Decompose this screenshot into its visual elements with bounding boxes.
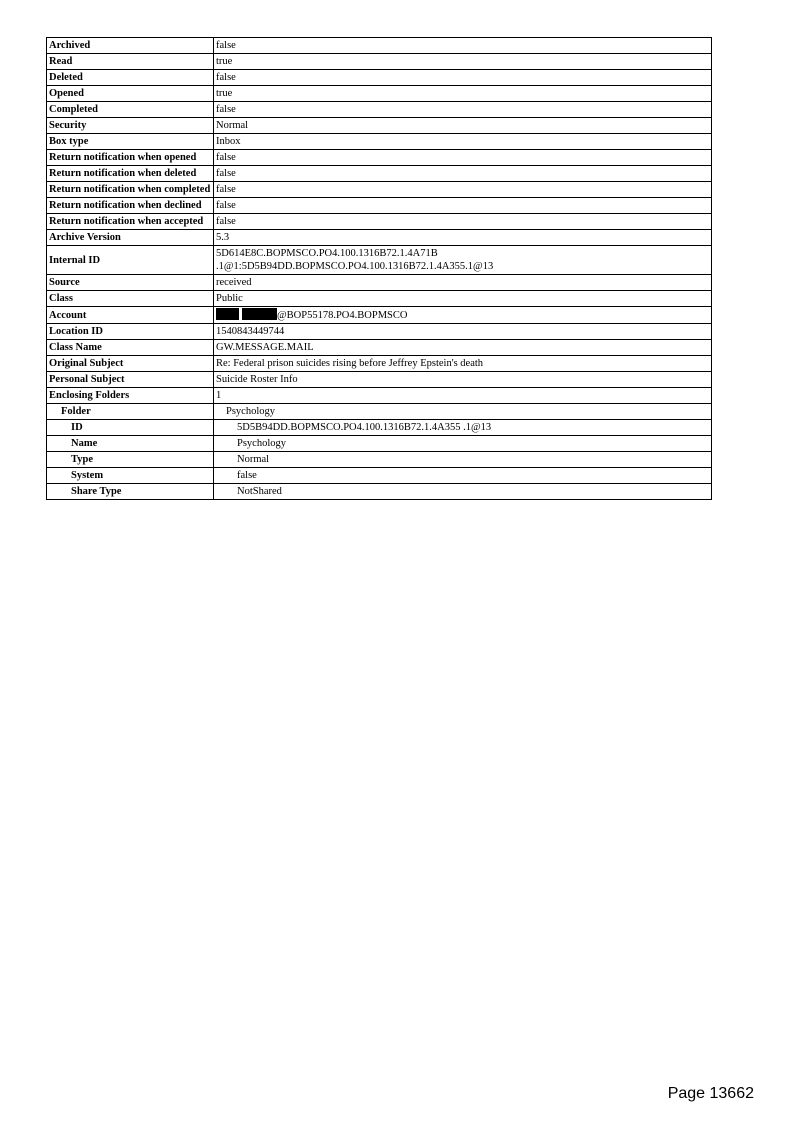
table-row [47,214,712,230]
folder-field-row [47,484,712,500]
property-value: 1 [214,388,712,404]
property-value: 1540843449744 [214,324,712,340]
account-value [214,307,712,324]
folder-field-row [47,420,712,436]
property-value: 5.3 [214,230,712,246]
redaction-block [216,308,239,320]
table-row [47,86,712,102]
property-label: Opened [47,86,214,102]
account-domain: @BOP55178.PO4.BOPMSCO [277,310,408,321]
property-label: Original Subject [47,356,214,372]
redaction-block [242,308,277,320]
property-label: Security [47,118,214,134]
folder-value: Psychology [214,404,712,420]
folder-label: Folder [47,404,214,420]
property-value: Re: Federal prison suicides rising before Jeffrey Epstein's death [214,356,712,372]
property-value: false [214,198,712,214]
property-label: Account [47,307,214,324]
table-row [47,372,712,388]
folder-field-label: Name [47,436,214,452]
property-label: Deleted [47,70,214,86]
property-value: false [214,182,712,198]
table-row [47,54,712,70]
folder-field-label: Share Type [47,484,214,500]
table-row [47,150,712,166]
property-label: Internal ID [47,246,214,275]
property-value: GW.MESSAGE.MAIL [214,340,712,356]
folder-field-value: Psychology [214,436,712,452]
property-label: Class Name [47,340,214,356]
property-value: false [214,214,712,230]
folder-field-row [47,468,712,484]
table-row [47,275,712,291]
table-row [47,70,712,86]
table-row [47,166,712,182]
property-value: true [214,86,712,102]
table-row [47,102,712,118]
table-row [47,340,712,356]
property-label: Archived [47,38,214,54]
property-label: Enclosing Folders [47,388,214,404]
property-value: false [214,70,712,86]
property-value: true [214,54,712,70]
table-row [47,388,712,404]
property-label: Return notification when opened [47,150,214,166]
property-value: 5D614E8C.BOPMSCO.PO4.100.1316B72.1.4A71B .1@1:5D5B94DD.BOPMSCO.PO4.100.1316B72.1.4A355.1@13 [214,246,712,275]
property-label: Return notification when completed [47,182,214,198]
properties-table [46,37,712,500]
property-label: Completed [47,102,214,118]
folder-field-value: Normal [214,452,712,468]
table-row [47,182,712,198]
table-row [47,38,712,54]
folder-field-label: ID [47,420,214,436]
property-label: Location ID [47,324,214,340]
page-number: Page 13662 [667,1085,754,1102]
table-row [47,134,712,150]
folder-field-label: System [47,468,214,484]
table-row [47,324,712,340]
table-row [47,246,712,275]
property-value: false [214,38,712,54]
property-label: Box type [47,134,214,150]
property-value: false [214,150,712,166]
table-row [47,356,712,372]
folder-field-value: false [214,468,712,484]
table-row [47,230,712,246]
folder-field-value: NotShared [214,484,712,500]
folder-field-row [47,452,712,468]
property-label: Read [47,54,214,70]
folder-field-row [47,436,712,452]
property-label: Return notification when declined [47,198,214,214]
table-row [47,291,712,307]
property-value: Inbox [214,134,712,150]
property-value: Normal [214,118,712,134]
property-label: Archive Version [47,230,214,246]
property-label: Source [47,275,214,291]
folder-field-value: 5D5B94DD.BOPMSCO.PO4.100.1316B72.1.4A355 .1@13 [214,420,712,436]
property-label: Return notification when deleted [47,166,214,182]
property-label: Class [47,291,214,307]
property-value: false [214,166,712,182]
property-value: received [214,275,712,291]
property-value: Suicide Roster Info [214,372,712,388]
table-row [47,307,712,324]
table-row [47,198,712,214]
folder-row [47,404,712,420]
table-row [47,118,712,134]
property-label: Personal Subject [47,372,214,388]
property-value: Public [214,291,712,307]
folder-field-label: Type [47,452,214,468]
property-label: Return notification when accepted [47,214,214,230]
property-value: false [214,102,712,118]
